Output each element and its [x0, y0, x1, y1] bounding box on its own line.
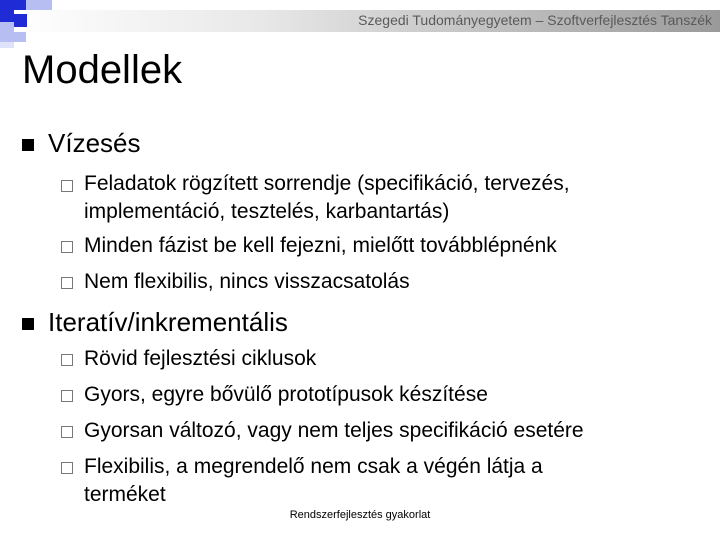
- list-item: Flexibilis, a megrendelő nem csak a végén látja a: [84, 455, 543, 478]
- hollow-square-bullet-icon: [61, 277, 73, 289]
- section-label-waterfall: Vízesés: [48, 128, 141, 158]
- list-item: Gyorsan változó, vagy nem teljes specifikáció esetére: [84, 419, 584, 442]
- corner-decoration-square: [14, 14, 27, 27]
- hollow-square-bullet-icon: [61, 180, 73, 192]
- header-text: Szegedi Tudományegyetem – Szoftverfejlesztés Tanszék: [358, 12, 712, 28]
- list-item: Gyors, egyre bővülő prototípusok készítése: [84, 383, 488, 406]
- footer-text: Rendszerfejlesztés gyakorlat: [289, 509, 431, 521]
- hollow-square-bullet-icon: [61, 462, 73, 474]
- slide-title: Modellek: [22, 48, 183, 92]
- corner-decoration-square: [0, 42, 14, 48]
- hollow-square-bullet-icon: [61, 354, 73, 366]
- filled-square-bullet-icon: [22, 318, 34, 330]
- hollow-square-bullet-icon: [61, 426, 73, 438]
- list-item: Rövid fejlesztési ciklusok: [84, 347, 317, 370]
- list-item-continuation: terméket: [84, 483, 166, 506]
- list-item-continuation: implementáció, tesztelés, karbantartás): [84, 200, 450, 223]
- filled-square-bullet-icon: [22, 139, 34, 151]
- list-item: Nem flexibilis, nincs visszacsatolás: [84, 270, 410, 293]
- hollow-square-bullet-icon: [61, 241, 73, 253]
- hollow-square-bullet-icon: [61, 390, 73, 402]
- list-item: Feladatok rögzített sorrendje (specifikáció, tervezés,: [84, 172, 570, 195]
- section-label-iterative: Iteratív/inkrementális: [48, 307, 288, 337]
- list-item: Minden fázist be kell fejezni, mielőtt továbblépnénk: [84, 234, 557, 257]
